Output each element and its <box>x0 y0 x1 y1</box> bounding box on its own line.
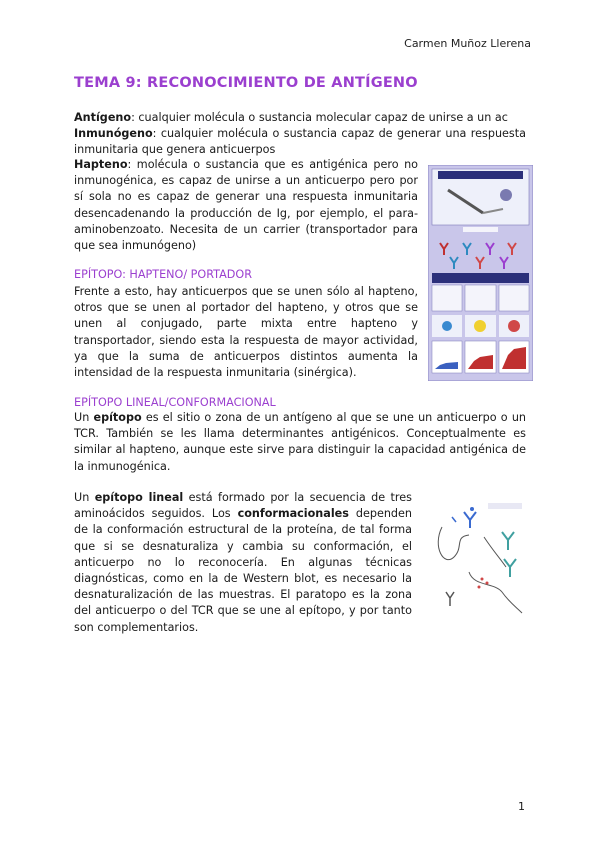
paragraph-epitopo <box>74 410 526 475</box>
text-fragment: está formado por la secuencia de tres aminoácidos seguidos. Los <box>74 491 412 521</box>
definition-antigeno <box>74 110 526 126</box>
text-fragment: es el sitio o zona de un antígeno al que se une un anticuerpo o un TCR. También se les llama determinantes antigénicos. Conceptualmente es similar al hapteno, aunque este sirve para distinguir la capacidad antigénica de la inmunogénica. <box>74 411 526 473</box>
term-hapteno: Hapteno <box>74 158 128 171</box>
epitope-conformation-figure <box>424 497 528 617</box>
definition-inmunogeno <box>74 126 526 158</box>
hapten-carrier-figure <box>428 165 533 381</box>
term-epitopo: epítopo <box>93 411 142 424</box>
paragraph-hapteno-portador: Frente a esto, hay anticuerpos que se unen sólo al hapteno, otros que se unen al portador del hapteno, y otros que se unen al conjugado, parte mixta entre hapteno y transportador, siendo esta la respuesta de mayor actividad, ya que la suma de anticuerpos distintos aumenta la intensidad de la respuesta inmunitaria (sinérgica). <box>74 285 418 380</box>
term-antigeno: Antígeno <box>74 111 132 124</box>
page-number: 1 <box>518 800 525 813</box>
section-heading-hapteno-portador: EPÍTOPO: HAPTENO/ PORTADOR <box>74 268 252 281</box>
paragraph-epitopo-lineal <box>74 490 412 636</box>
term-epitopo-lineal: epítopo lineal <box>94 491 184 504</box>
page-title: TEMA 9: RECONOCIMIENTO DE ANTÍGENO <box>74 75 418 91</box>
text-fragment: dependen de la conformación estructural de la proteína, de tal forma que si se desnaturaliza y cambia su conformación, el anticuerpo no lo reconocería. En algunas técnicas diagnósticas, como en la de Western blot, es necesario la desnaturalización de las muestras. El paratopo es la zona del anticuerpo o del TCR que se une al epítopo, y por tanto son complementarios. <box>74 507 412 634</box>
term-conformacionales: conformacionales <box>237 507 349 521</box>
page-header-author: Carmen Muñoz Llerena <box>404 37 531 50</box>
text-fragment: Un <box>74 491 95 504</box>
text-fragment: Un <box>74 411 94 424</box>
text-inmunogeno: : cualquier molécula o sustancia capaz de generar una respuesta inmunitaria que genera anticuerpos <box>74 127 526 157</box>
text-hapteno: : molécula o sustancia que es antigénica pero no inmunogénica, es capaz de unirse a un anticuerpo pero por sí sola no es capaz de generar una respuesta inmunitaria desencadenando la producción de Ig, por ejemplo, el para-aminobenzoato. Necesita de un carrier (transportador para que sea inmunógeno) <box>74 158 418 253</box>
text-antigeno: : cualquier molécula o sustancia molecular capaz de unirse a un ac <box>131 111 508 124</box>
term-inmunogeno: Inmunógeno <box>74 127 153 140</box>
section-heading-epitopo-lineal: EPÍTOPO LINEAL/CONFORMACIONAL <box>74 396 276 409</box>
definition-hapteno <box>74 157 418 254</box>
